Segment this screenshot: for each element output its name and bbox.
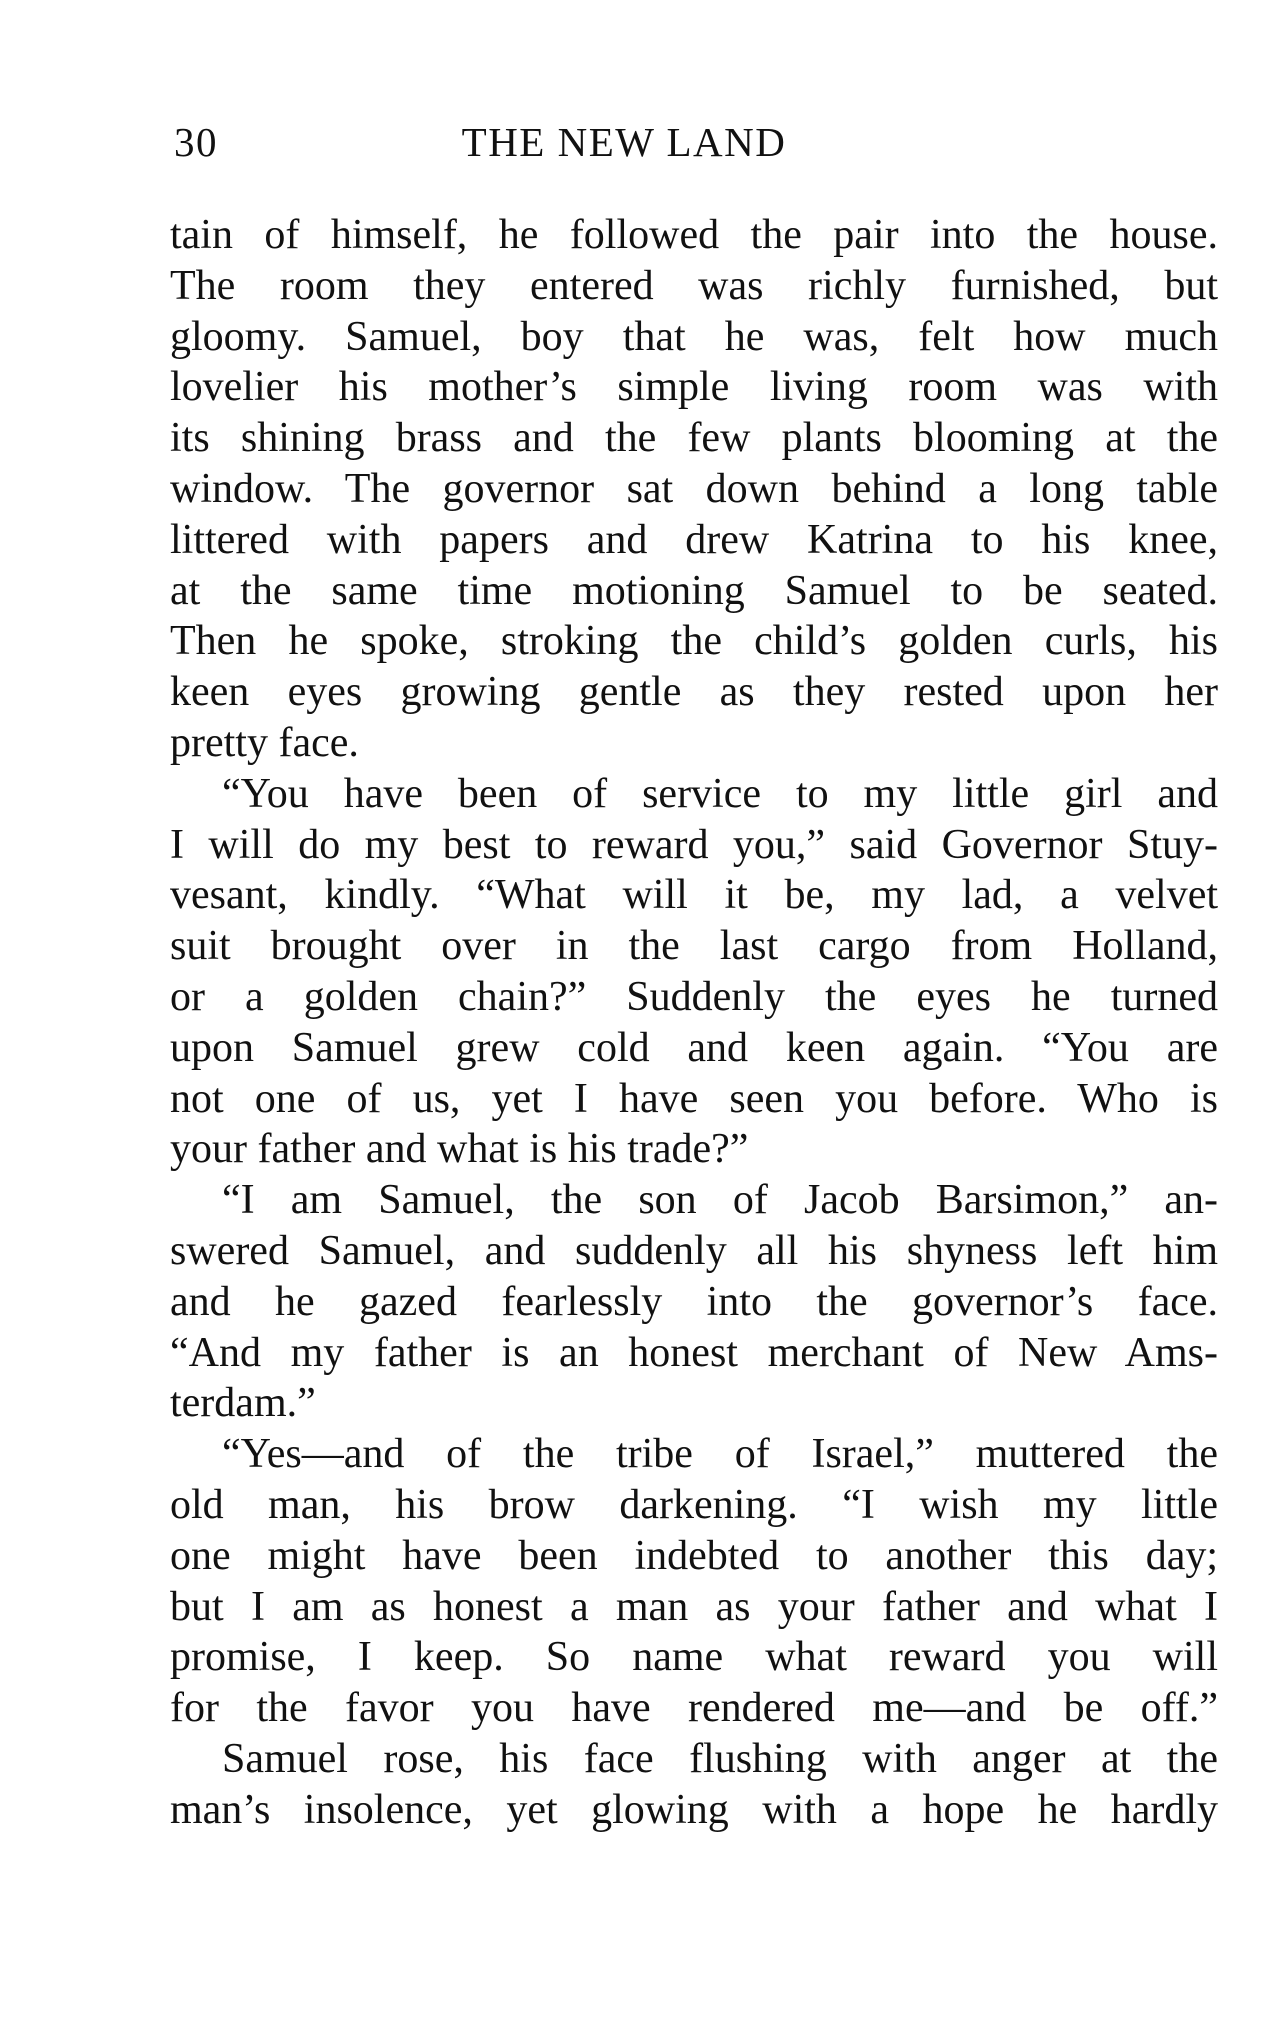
- text-line: your father and what is his trade?”: [170, 1126, 749, 1173]
- text-line: upon Samuel grew cold and keen again. “You are: [170, 1024, 1218, 1071]
- text-line: its shining brass and the few plants blooming at the: [170, 415, 1218, 462]
- text-line: “I am Samuel, the son of Jacob Barsimon,” an-: [222, 1177, 1218, 1224]
- text-line: not one of us, yet I have seen you before. Who is: [170, 1075, 1218, 1122]
- text-line: tain of himself, he followed the pair into the house.: [170, 212, 1218, 258]
- text-line: vesant, kindly. “What will it be, my lad, a velvet: [170, 872, 1218, 919]
- text-line: but I am as honest a man as your father and what I: [170, 1583, 1218, 1630]
- text-line: “And my father is an honest merchant of New Ams-: [170, 1329, 1218, 1376]
- text-line: one might have been indebted to another this day;: [170, 1532, 1218, 1579]
- text-line: terdam.”: [170, 1380, 316, 1427]
- text-line: swered Samuel, and suddenly all his shyness left him: [170, 1227, 1218, 1274]
- text-line: Samuel rose, his face flushing with anger at the: [222, 1735, 1218, 1782]
- body-text: [170, 210, 1218, 1836]
- text-line: littered with papers and drew Katrina to his knee,: [170, 516, 1218, 563]
- text-line: window. The governor sat down behind a long table: [170, 465, 1218, 512]
- text-line: keen eyes growing gentle as they rested upon her: [170, 669, 1218, 716]
- text-line: suit brought over in the last cargo from Holland,: [170, 923, 1218, 970]
- text-line: and he gazed fearlessly into the governor’s face.: [170, 1278, 1218, 1325]
- text-line: The room they entered was richly furnished, but: [170, 262, 1218, 309]
- page-number: 30: [174, 119, 218, 165]
- text-line: “You have been of service to my little girl and: [222, 770, 1218, 817]
- text-line: I will do my best to reward you,” said Governor Stuy-: [170, 821, 1218, 868]
- text-line: old man, his brow darkening. “I wish my little: [170, 1481, 1218, 1528]
- text-line: pretty face.: [170, 719, 359, 766]
- text-line: “Yes—and of the tribe of Israel,” muttered the: [222, 1431, 1218, 1478]
- text-line: promise, I keep. So name what reward you will: [170, 1634, 1218, 1681]
- text-line: or a golden chain?” Suddenly the eyes he turned: [170, 973, 1218, 1020]
- text-line: Then he spoke, stroking the child’s golden curls, his: [170, 618, 1218, 665]
- running-title: THE NEW LAND: [461, 119, 787, 165]
- text-line: for the favor you have rendered me—and be off.”: [170, 1685, 1218, 1732]
- text-line: lovelier his mother’s simple living room was with: [170, 364, 1218, 411]
- text-line: at the same time motioning Samuel to be seated.: [170, 567, 1218, 614]
- running-head: [174, 112, 1214, 172]
- text-line: man’s insolence, yet glowing with a hope he hardly: [170, 1786, 1218, 1833]
- text-line: gloomy. Samuel, boy that he was, felt how much: [170, 313, 1218, 360]
